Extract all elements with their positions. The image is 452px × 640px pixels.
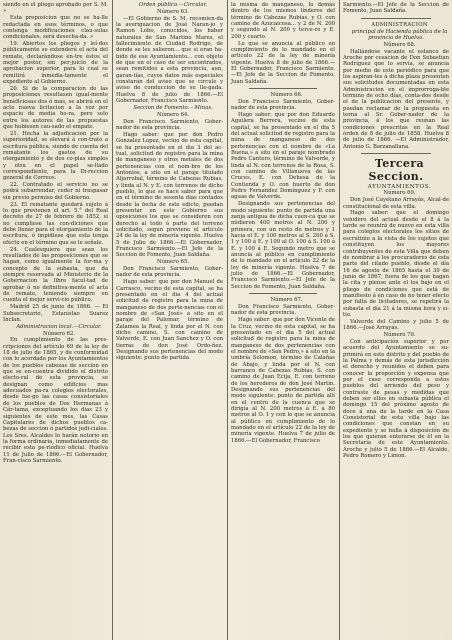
paragraph: 20. Si de la comparacion de las proposiciones resultasen igual-mente beneficiosas dos ó mas, se abrirá en el acto nueva licitacion a la voz por espacio de media ho-ra, pero solo entre los autores de las propuestas que hubiesen cau-sado el empate. xyxy=(3,85,108,131)
notice-number: Número 64. xyxy=(156,111,190,118)
signature-paragraph: Valverde del Camino y julio 5 de 1866.—José Arrayás. xyxy=(343,318,449,332)
paragraph: Hago saber: que por don Vicente de la Cruz, vecino de esta capital, se ha presentado en el dia 5 del actual solicitud de registro para la mina de manganeso de dos pertenencias con el nombre de «San Pedro,» á sito en la umbría Solomon, término de Calañas de Abajo, y linda por el N. con barranco de Cabezas Rubias, S. con camino de Juan Ecija, E. con terreno de los herederos de don José Martin. Designando sus pertenencias del modo siguiente: punto de partida allí en el centro de la cuenca que se dirigía al N. 200 metros á E. a 80 metros al O. 1 y con lo que se anuncia al público en cumplimiento de lo mandado en el artículo 22 de la ley de minería vigente. Huelva 7 de julio de 1866.—El Gobernador, Francisco xyxy=(231,317,335,444)
paragraph: Hago saber: que por don Eduardo Aguilera Berrera, vecino de esta capital, se ha presentado en el dia 5 del actual solicitud de registro para la mina de manganeso de dos pertenencias con el nombre de «La Buena,» á sito en el paraje nombrado Pedro Cantero, término de Valverde, y linda al N. con terrenos de la Rosa, S. con camino de Villanueva de las Cruces, E. con Dehesa de la Contienda y O. con huerto de don Pedro Fernandez Domínguez y F. con aguas de Valverde. xyxy=(231,112,335,201)
paragraph: Don Francisco Sarmiento, Gober-nador de esta provincia. xyxy=(231,98,335,112)
paragraph: Hago saber: que por don Pedro Gonzalez Lopez, vecino de esta capital, se ha presentado en el dia 3 del ac-tual, solicitud de registro para la mina de manganeso y otros metales de dos pertenencias con el nom-bre de los Antonios, a sito en el paraje titulado Aljarrobal, término de Cabezas Rubias, y linda al N. y E. con terrenos de dicho pueblo, lo que se hace saber para que en el término de sesenta dias contados desde la fecha de este edicto, puedan presentar en este Gobierno sus oposiciones los que se consideren con derecho al todo ó parte del terreno solicitado, segun previene el artículo 24 de la ley de minería vigente. Huelva 5 de Julio de 1866.—El Gobernador, Francisco Sarmiento.—El Jefe de la Seccion de Fomento, Juan Saldaña. xyxy=(116,131,223,259)
paragraph: Hago saber: que el domingo venidero del actual desde el 8 á la tarde se reunirá de nuevo en esta villa para colegios electorales los sitios de escrutinio a la vista de los sujetos que constituyen los mayores contribuyentes de esta Villa que deben de nombrar á los procuradores de esta parte del citado pueblo, desde el día 16 de agosto de 1865 hasta el 30 de junio de 1867, fuera de los que hagan la cita y piense ante el los bajo en el pliego de condiciones que está de manifiesto á en caso de no tener efecto por falta de licitadores, se repetirá la subasta el día 21 á la misma hora y si-tio. xyxy=(343,210,449,318)
divider xyxy=(361,153,431,154)
paragraph: Designando sus pertenencias del modo siguiente: punto de partida una zanja antigua de dicha cuen-ca que se midieron 400 metros al N. 200 y primera, con un resto de metros y 1 hacia el E. y 100 metros al S. 200 á S. 1 y 100 á E. y 100 al O. 100 á S. 100 á E. y 100 á E. Segundo metro que se anuncia al público en cumplimiento de lo mandado en el artículo 22 de la ley de minería vigente. Huelva 7 de julio de 1866.—El Gobernador, Francisco Sarmiento.—El Jefe de la Seccion de Fomento, Juan Saldaña. xyxy=(231,201,335,290)
paragraph: la misma de manganeso, lo demás dentro de los mismos linderos del término de Cabezas Rubias, y O. con camino de Azucaicosa... y 2 de N. 200 y segundo al N. 200 y terce-ro y E. 200 y cuarto. xyxy=(231,2,335,40)
divider xyxy=(249,293,317,294)
paragraph: Lo que se anuncia al público en cumplimiento de lo mandado en el artículo 22 de la ley de minería vigente. Huelva 8 de julio de 1866.—El Gobernador, Francisco Sarmiento.—El Jefe de la Seccion de Fomento, Juan Saldaña. xyxy=(231,40,335,85)
column-4 xyxy=(340,0,452,640)
paragraph: Don Francisco Sarmiento, Gober-nador de esta provincia. xyxy=(116,266,223,279)
divider xyxy=(249,88,317,89)
section-subtitle: AYUNTAMIENTOS. xyxy=(367,183,432,190)
notice-number: Número 65. xyxy=(156,259,190,266)
section-caps-heading: ADMINISTRACION xyxy=(371,21,428,28)
paragraph: Esta proposicion que no se ha-lle redactada en esos términos, o que contenga modificaciones cláu-sulas condicionales, será desecha-da. » xyxy=(3,15,108,41)
notice-number: Número 68. xyxy=(383,41,416,48)
paragraph: —El Gobierno de S. M. recomien-da la averiguacion de José Naran-jo y Ramon Lobo, conocidos, los haber naturales de San Martino Mares, el fallecimiento de Ciudad Rodrigo, de donde se les salieron... que si eran ha-bido de ese Ayuntamiento... con objeto de que en el caso de ser encontrados, sean remitidos a esta provincia, aun, garan-tías, cuyos datos más especiales constarán del aviso que se circule y aviso de conduccion de su lle-gada. Huelva 8 de julio de 1866.—El Gobernador, Francisco Sarmiento. xyxy=(116,15,223,105)
paragraph: 22. Contratado el servicio no se podrá subarrendar, ceder ni traspasar sin previo permiso del Gobierno. xyxy=(3,182,108,201)
paragraph: 19. Abiertos los pliegos y leí-dos públicamente se extenderá el acta del remate, declarándose en-tre éstos el mejor postor, sin per-juicio de la aprobacion superior, para lo cual se remitirá inmedia-tamente el expediente al Gobierno. xyxy=(3,41,108,86)
notice-number: Número 70. xyxy=(383,331,416,338)
signature-paragraph: Madrid 25 de junio de 1866. — El Subsecretario, Estanislao Suarez Inclan. xyxy=(3,304,108,323)
paragraph: Hallándose vacante el estanco de Aroche por cesacion de Don Sebastian Rodríguez que lo servía, se anuncia por medio de este periódico para que los aspiran-tes á dicha plaza presenten sus solicitudes documentadas en esta Administracion en el improrroga-ble término de ocho días, conta-dos desde el de la publicacion del presente, y puedan reclamar de la propuesta en terna al Sr. Gober-nador de la provincia, á los que reunan las condiciones prescritas en la Real órden de 8 de julio de 1858. Huelva 8 de julio de 1866. —El Administrador, Antonio G. Barzanallana. xyxy=(343,48,449,150)
notice-number: Número 62. xyxy=(42,330,76,337)
section-heading: Orden público.—Circular. xyxy=(138,2,208,8)
notice-number: Número 66. xyxy=(270,91,303,98)
paragraph: 21. Hecha la adjudicacion por la superioridad, se elevará á con-trato a escritura pública, siendo de cuenta del rematante los gastos de su otorgamiento y de dos co-pias simples y otra en el papel se-llado correspondiente, para la Di-reccion general de Correos. xyxy=(3,130,108,182)
paragraph: Don Francisco Sarmiento, Gober-nador de esta provincia. xyxy=(231,303,335,317)
notice-number: Número 67. xyxy=(270,297,303,304)
section-heading: Seccion de Fomento.—Minas. xyxy=(133,105,213,111)
paragraph: Con anticipación superior y por acuerdo del Ayuntamiento se su-primirá en este distrito y del pueblo de la Palma y demás de esta jurisdicción el derecho y reunidos el deben para conocer la proporción y expensa que por el caso corresponda a estos pueblos del arriendo del peso y contraste de pesas y medidas que deben ser ellos en subasta pública el domingo 15 del próximo agosto de doce á una de la tarde en la Casa Consistorial de esta villa bajo las condiciones que constan en su expediente y se halla á disposición de los que quieran enterarse de él en la Secretaría de este Ayuntamiento. Aroche y julio 5 de 1866.—El Alcalde, Pedro Romero y Limon. xyxy=(343,338,449,459)
paragraph: En cumplimiento de las pres-cripciones del artículo 69 de la ley de 18 de julio de 1865, y de conformidad con lo acordado por los Ayuntamientos de los pueblos cabezas de seccion en que se en-cuentra dividido el distrito electo-ral de esta provincia, se designan como edificios mas adecuados pa-ra colegios electorales, desde lue-go las casas consistoriales de los pueblos de Dos Hermanas á Cár-tama, exceptuando los dias 23 y siguientes de este mes, las Casas Capitulares de dichos pueblos ca-bezas de seccion ó partidos judi-ciales. Los Sres. Alcaldes lo harán notorio en la forma ordinaria, inmediatamente de recibir esta pe-riódico oficial. Huelva 11 de Julio de 1866.—El Gobernador, Fran-cisco Sarmiento. xyxy=(3,337,108,464)
section-heading: Administracion local.—Circular. xyxy=(16,323,102,330)
paragraph: Hago saber: que por don Manuel de Carrasco, vecino de esta capital, se ha presentado en el dia 4 del actual solicitud de registro para la mina de manganeso de dos perte-nencias con el nombre de «San José» a sito en el paraje del Palomar, término de Zalamea la Real, y linda por el N. con dicho camino, S. con camino de Valverde, E. con Juan Sanchez y O. con tierras de don José Ordo-ñez. Designando sus pertenencias del modo siguiente: punto de partida xyxy=(116,279,223,362)
paragraph: Don José Cayetano Arrayás, Alcal-de constitucional de esta villa. xyxy=(343,197,449,210)
column-2 xyxy=(113,0,226,640)
paragraph: 24. Cualesquiera que sean los resultados de las proposiciones que se hagan, como igualmente la for-ma y concepto de la subasta, que da siempre reservada al Ministerio de la Gobernacion la libre facul-tad de aprobar ó no definitiva-mente el acta de remate, teniendo siempre en cuenta el mejor servi-cio público. xyxy=(3,246,108,304)
section-title: Tercera Seccion. xyxy=(368,157,425,184)
paragraph: Sarmiento.—El Jefe de la Seccion de Fomento, Juan Saldaña. xyxy=(343,2,449,15)
section-subheading: principal de Hacienda pública de la provincia de Huelva. xyxy=(351,28,448,41)
column-3 xyxy=(228,0,338,640)
paragraph: siendo en el pliego aprobado por S. M. » xyxy=(3,2,108,15)
paragraph: 23. El rematante quedará sujeto á lo que previenen el art. 5.° del Real decreto de 27 de febrero de 1852, si no cumpliese las con-diciones que debe llenar para el otorgamiento de la escritura, ó impidiese que esta tenga efecto en el término que se le señale. xyxy=(3,201,108,246)
column-1 xyxy=(0,0,111,640)
notice-number: Número 69. xyxy=(383,190,416,197)
divider xyxy=(361,18,431,19)
paragraph: Don Francisco Sarmiento, Gober-nador de esta provincia. xyxy=(116,118,223,132)
notice-number: Número 63. xyxy=(156,8,190,15)
